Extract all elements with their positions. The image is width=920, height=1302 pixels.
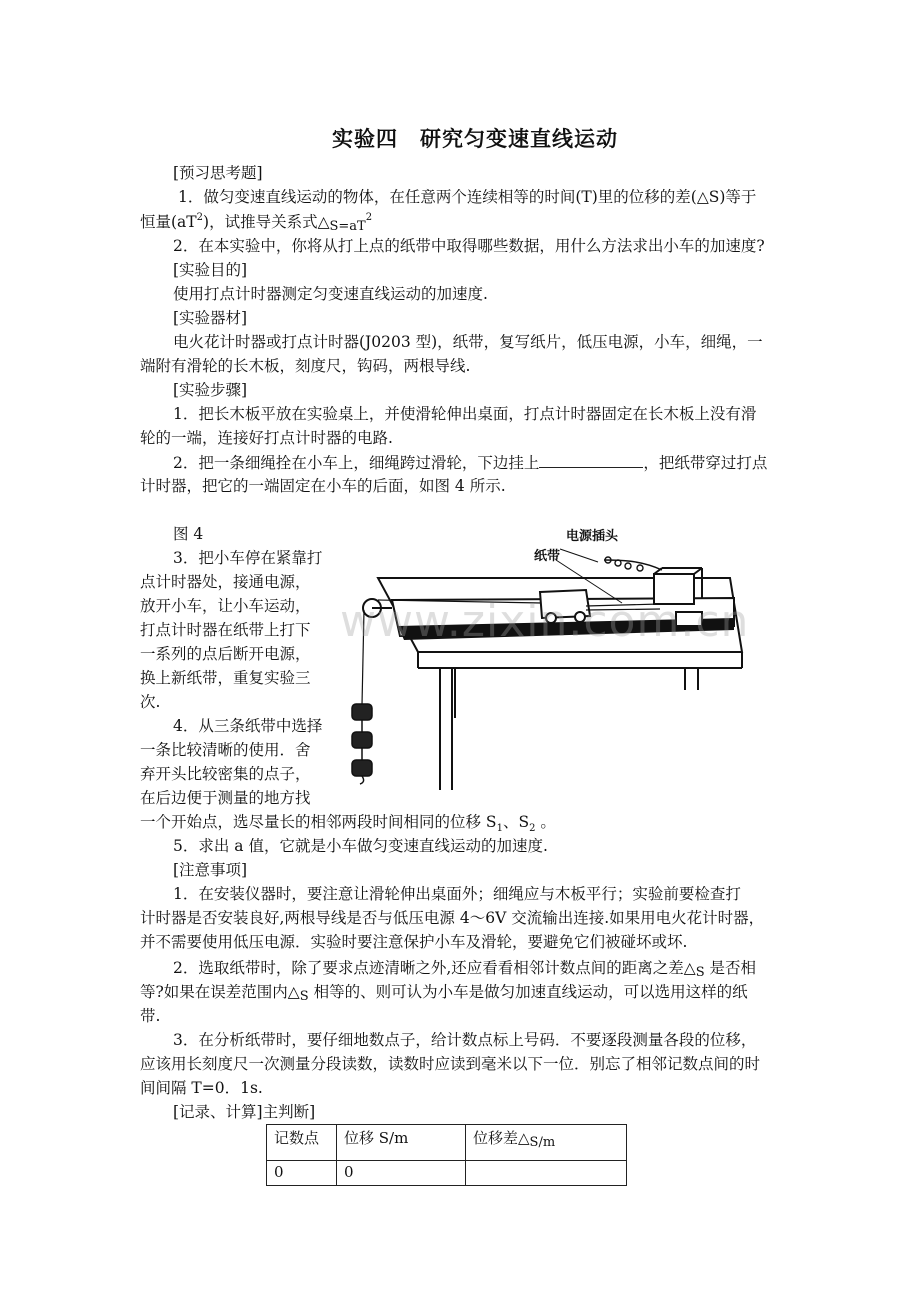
table-header-row — [267, 1125, 627, 1161]
leader-line-plug — [560, 549, 598, 562]
preview-question-1-line1: 1．做匀变速直线运动的物体，在任意两个连续相等的时间(T)里的位移的差(△S)等于 — [178, 188, 757, 206]
table-row — [267, 1161, 627, 1186]
subscript: 2 — [529, 823, 536, 835]
step-3-line5: 一系列的点后断开电源， — [140, 645, 311, 663]
table-cell — [466, 1161, 627, 1186]
step-1-line2: 轮的一端，连接好打点计时器的电路. — [140, 429, 393, 447]
purpose-text: 使用打点计时器测定匀变速直线运动的加速度. — [173, 285, 488, 303]
step-5: 5．求出 a 值，它就是小车做匀变速直线运动的加速度. — [173, 837, 548, 855]
note-1-line2: 计时器是否安装良好,两根导线是否与低压电源 4～6V 交流输出连接.如果用电火花计时器， — [140, 909, 765, 927]
step-3-line2: 点计时器处，接通电源， — [140, 573, 311, 591]
power-cord — [604, 560, 662, 570]
plug-coil — [605, 557, 643, 571]
table-header-cell — [466, 1125, 627, 1161]
step-3-line6: 换上新纸带，重复实验三 — [140, 669, 311, 687]
note-2-text-c: 是否相 — [704, 959, 757, 977]
step-2-text-b: ，把纸带穿过打点 — [643, 454, 768, 472]
subscript: 1 — [496, 823, 503, 835]
equipment-line1: 电火花计时器或打点计时器(J0203 型)，纸带，复写纸片，低压电源，小车，细绳，一 — [173, 333, 763, 351]
note-2-symbol: S — [299, 989, 309, 1004]
section-header-notes: [注意事项] — [173, 861, 248, 879]
note-3-line2: 应该用长刻度尺一次测量分段读数，读数时应读到毫米以下一位．别忘了相邻记数点间的时 — [140, 1055, 761, 1073]
equipment-line2: 端附有滑轮的长木板，刻度尺，钩码，两根导线. — [140, 357, 471, 375]
note-3-line1: 3．在分析纸带时，要仔细地数点子，给计数点标上号码．不要逐段测量各段的位移， — [173, 1031, 757, 1049]
step-4-line2: 一条比较清晰的使用．舍 — [140, 741, 311, 759]
step-3-line4: 打点计时器在纸带上打下 — [140, 621, 311, 639]
step-4-line3: 弃开头比较密集的点子， — [140, 765, 311, 783]
table-cell: 0 — [267, 1161, 337, 1186]
step-4-line4: 在后边便于测量的地方找 — [140, 789, 311, 807]
note-2-line1 — [173, 957, 756, 981]
section-header-equipment: [实验器材] — [173, 309, 248, 327]
note-1-line3: 并不需要使用低压电源．实验时要注意保护小车及滑轮，要避免它们被碰坏或坏. — [140, 933, 688, 951]
step-3-line3: 放开小车，让小车运动， — [140, 597, 311, 615]
figure-label: 图 4 — [173, 525, 204, 543]
step-4-line1: 4．从三条纸带中选择 — [173, 717, 323, 735]
note-2-line2 — [140, 981, 748, 1005]
label-power-plug: 电源插头 — [566, 529, 619, 544]
step-2-line2: 计时器，把它的一端固定在小车的后面，如图 4 所示. — [140, 477, 506, 495]
note-1-line1: 1．在安装仪器时，要注意让滑轮伸出桌面外；细绳应与木板平行；实验前要检查打 — [173, 885, 741, 903]
note-3-line3: 间间隔 T=0．1s. — [140, 1079, 263, 1097]
formula-text-c: S=aT — [329, 219, 366, 234]
section-header-steps: [实验步骤] — [173, 381, 248, 399]
preview-question-2: 2．在本实验中，你将从打上点的纸带中取得哪些数据，用什么方法求出小车的加速度? — [173, 237, 765, 255]
section-header-purpose: [实验目的] — [173, 261, 248, 279]
formula-text-b: )，试推导关系式△ — [203, 213, 330, 231]
step-4-text-a: 一个开始点，选尽量长的相邻两段时间相同的位移 S — [140, 813, 497, 831]
superscript: 2 — [365, 212, 373, 223]
watermark: www.zixin.com.cn — [340, 596, 750, 647]
step-4-text-b: 、S — [502, 813, 530, 831]
section-header-preview: [预习思考题] — [173, 164, 263, 182]
step-3-line1: 3．把小车停在紧靠打 — [173, 549, 323, 567]
page-title: 实验四 研究匀变速直线运动 — [332, 126, 618, 151]
record-table — [266, 1124, 627, 1186]
step-1-line1: 1．把长木板平放在实验桌上，并使滑轮伸出桌面，打点计时器固定在长木板上没有滑 — [173, 405, 757, 423]
table-header-cell: 记数点 — [267, 1125, 337, 1161]
header-unit: S/m — [529, 1135, 556, 1150]
note-2-text-a: 2．选取纸带时，除了要求点迹清晰之外,还应看看相邻计数点间的距离之差△ — [173, 959, 696, 977]
note-2-symbol: S — [695, 965, 705, 980]
table-cell: 0 — [337, 1161, 466, 1186]
table-header-cell: 位移 S/m — [337, 1125, 466, 1161]
note-2-line3: 带. — [140, 1007, 161, 1025]
note-2-text-e: 相等的、则可认为小车是做匀加速直线运动，可以选用这样的纸 — [308, 983, 748, 1001]
header-text: 位移差△ — [473, 1129, 530, 1147]
note-2-text-d: 等?如果在误差范围内△ — [140, 983, 300, 1001]
step-2-text-a: 2．把一条细绳拴在小车上，细绳跨过滑轮，下边挂上 — [173, 454, 540, 472]
step-3-line7: 次. — [140, 693, 161, 711]
superscript: 2 — [196, 212, 204, 223]
hooked-weights — [352, 704, 372, 784]
label-paper-tape: 纸带 — [534, 549, 561, 564]
section-header-record: [记录、计算]主判断] — [173, 1103, 316, 1121]
formula-text-a: 恒量(aT — [140, 213, 197, 231]
step-4-text-c: 。 — [535, 813, 556, 831]
